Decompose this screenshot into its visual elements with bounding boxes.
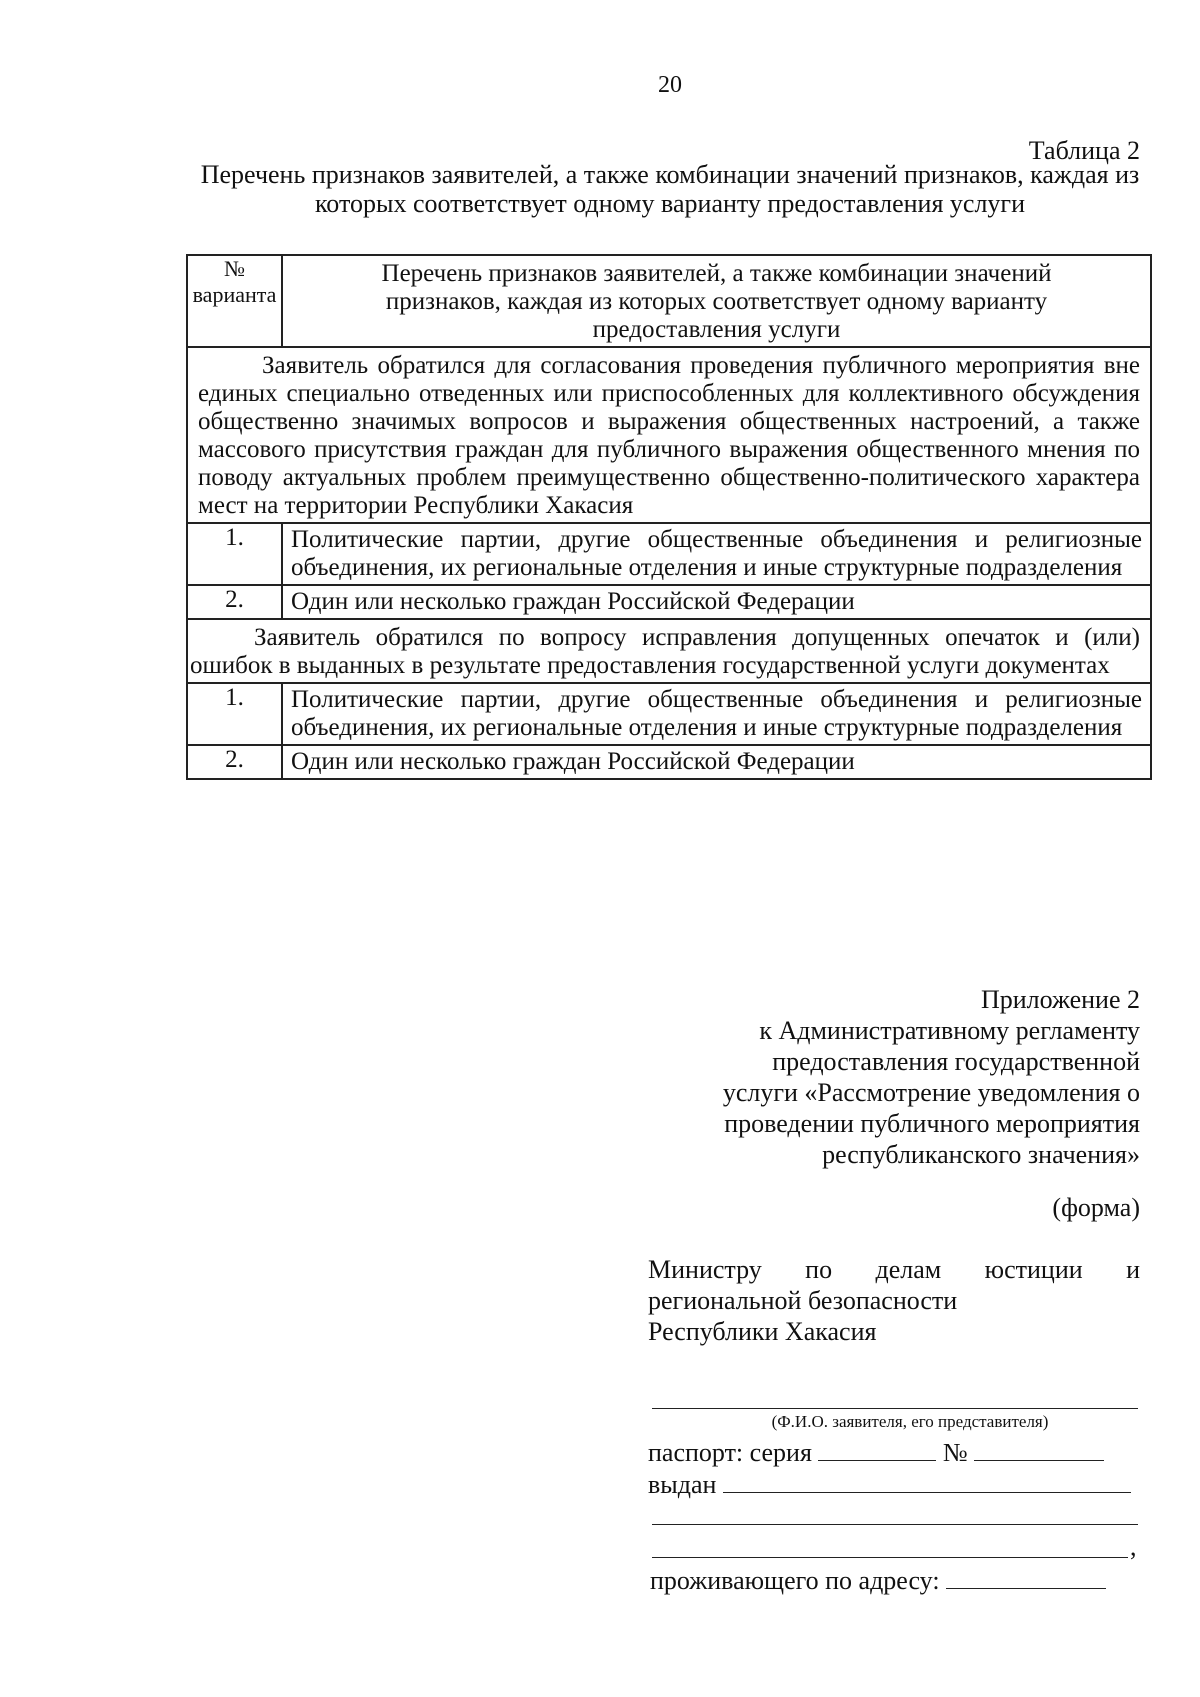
variants-table bbox=[186, 254, 1152, 780]
applicant-name-caption: (Ф.И.О. заявителя, его представителя) bbox=[771, 1412, 1049, 1431]
header-variant-number: № варианта bbox=[187, 255, 282, 347]
appendix-line: проведении публичного мероприятия bbox=[724, 1109, 1140, 1138]
issued-by-continuation-field-2[interactable] bbox=[652, 1557, 1128, 1558]
passport-number-label: № bbox=[942, 1438, 968, 1467]
variant-description: Политические партии, другие общественные объединения и религиозные объединения, их региональные отделения и иные структурные подразделения bbox=[282, 683, 1151, 745]
applicant-name-field[interactable] bbox=[652, 1408, 1138, 1409]
passport-number-field[interactable] bbox=[974, 1436, 1104, 1461]
section-title: Заявитель обратился по вопросу исправления допущенных опечаток и (или) ошибок в выданных в результате предоставления государственной услуги документах bbox=[187, 619, 1151, 683]
table-row bbox=[187, 585, 1151, 619]
comma-mark: , bbox=[1130, 1532, 1137, 1561]
variant-number: 2. bbox=[187, 585, 282, 619]
appendix-line: предоставления государственной bbox=[772, 1047, 1140, 1076]
issued-line bbox=[648, 1468, 1131, 1500]
issued-by-continuation-field[interactable] bbox=[652, 1524, 1138, 1525]
residing-label: проживающего по адресу: bbox=[650, 1566, 940, 1595]
table-row bbox=[187, 523, 1151, 585]
variant-description: Политические партии, другие общественные объединения и религиозные объединения, их региональные отделения и иные структурные подразделения bbox=[282, 523, 1151, 585]
appendix-heading bbox=[620, 984, 1140, 1170]
variant-number: 1. bbox=[187, 683, 282, 745]
address-line bbox=[650, 1564, 1106, 1596]
page-number: 20 bbox=[658, 72, 682, 98]
variant-number: 2. bbox=[187, 745, 282, 779]
passport-series-field[interactable] bbox=[818, 1436, 936, 1461]
variant-description: Один или несколько граждан Российской Федерации bbox=[282, 745, 1151, 779]
passport-line bbox=[648, 1436, 1104, 1468]
issued-by-field[interactable] bbox=[723, 1468, 1131, 1493]
section-row bbox=[187, 619, 1151, 683]
appendix-line: услуги «Рассмотрение уведомления о bbox=[722, 1078, 1140, 1107]
appendix-line: республиканского значения» bbox=[822, 1140, 1140, 1169]
variant-number: 1. bbox=[187, 523, 282, 585]
table-row bbox=[187, 683, 1151, 745]
appendix-line: к Административному регламенту bbox=[759, 1016, 1140, 1045]
section-title: Заявитель обратился для согласования проведения публичного мероприятия вне единых специально отведенных или приспособленных для коллективного обсуждения общественно значимых вопросов и выражения общественных настроений, а также массового присутствия граждан для публичного выражения общественного мнения по поводу актуальных проблем преимущественно общественно-политического характера мест на территории Республики Хакасия bbox=[187, 347, 1151, 523]
table-title: Перечень признаков заявителей, а также комбинации значений признаков, каждая из которых соответствует одному варианту предоставления услуги bbox=[200, 160, 1140, 218]
addressee-line: Республики Хакасия bbox=[648, 1317, 877, 1346]
appendix-line: Приложение 2 bbox=[980, 985, 1140, 1014]
header-criteria-list: Перечень признаков заявителей, а также комбинации значений признаков, каждая из которых соответствует одному варианту предоставления услуги bbox=[282, 255, 1151, 347]
section-row bbox=[187, 347, 1151, 523]
issued-label: выдан bbox=[648, 1470, 717, 1499]
form-label: (форма) bbox=[1052, 1193, 1140, 1222]
table-header-row bbox=[187, 255, 1151, 347]
variant-description: Один или несколько граждан Российской Федерации bbox=[282, 585, 1151, 619]
table-row bbox=[187, 745, 1151, 779]
passport-series-label: паспорт: серия bbox=[648, 1438, 812, 1467]
addressee-block bbox=[648, 1254, 1140, 1347]
address-field[interactable] bbox=[946, 1564, 1106, 1589]
addressee-line: региональной безопасности bbox=[648, 1286, 958, 1315]
table-label: Таблица 2 bbox=[1028, 136, 1140, 165]
addressee-line: Министру по делам юстиции и bbox=[648, 1255, 1140, 1284]
